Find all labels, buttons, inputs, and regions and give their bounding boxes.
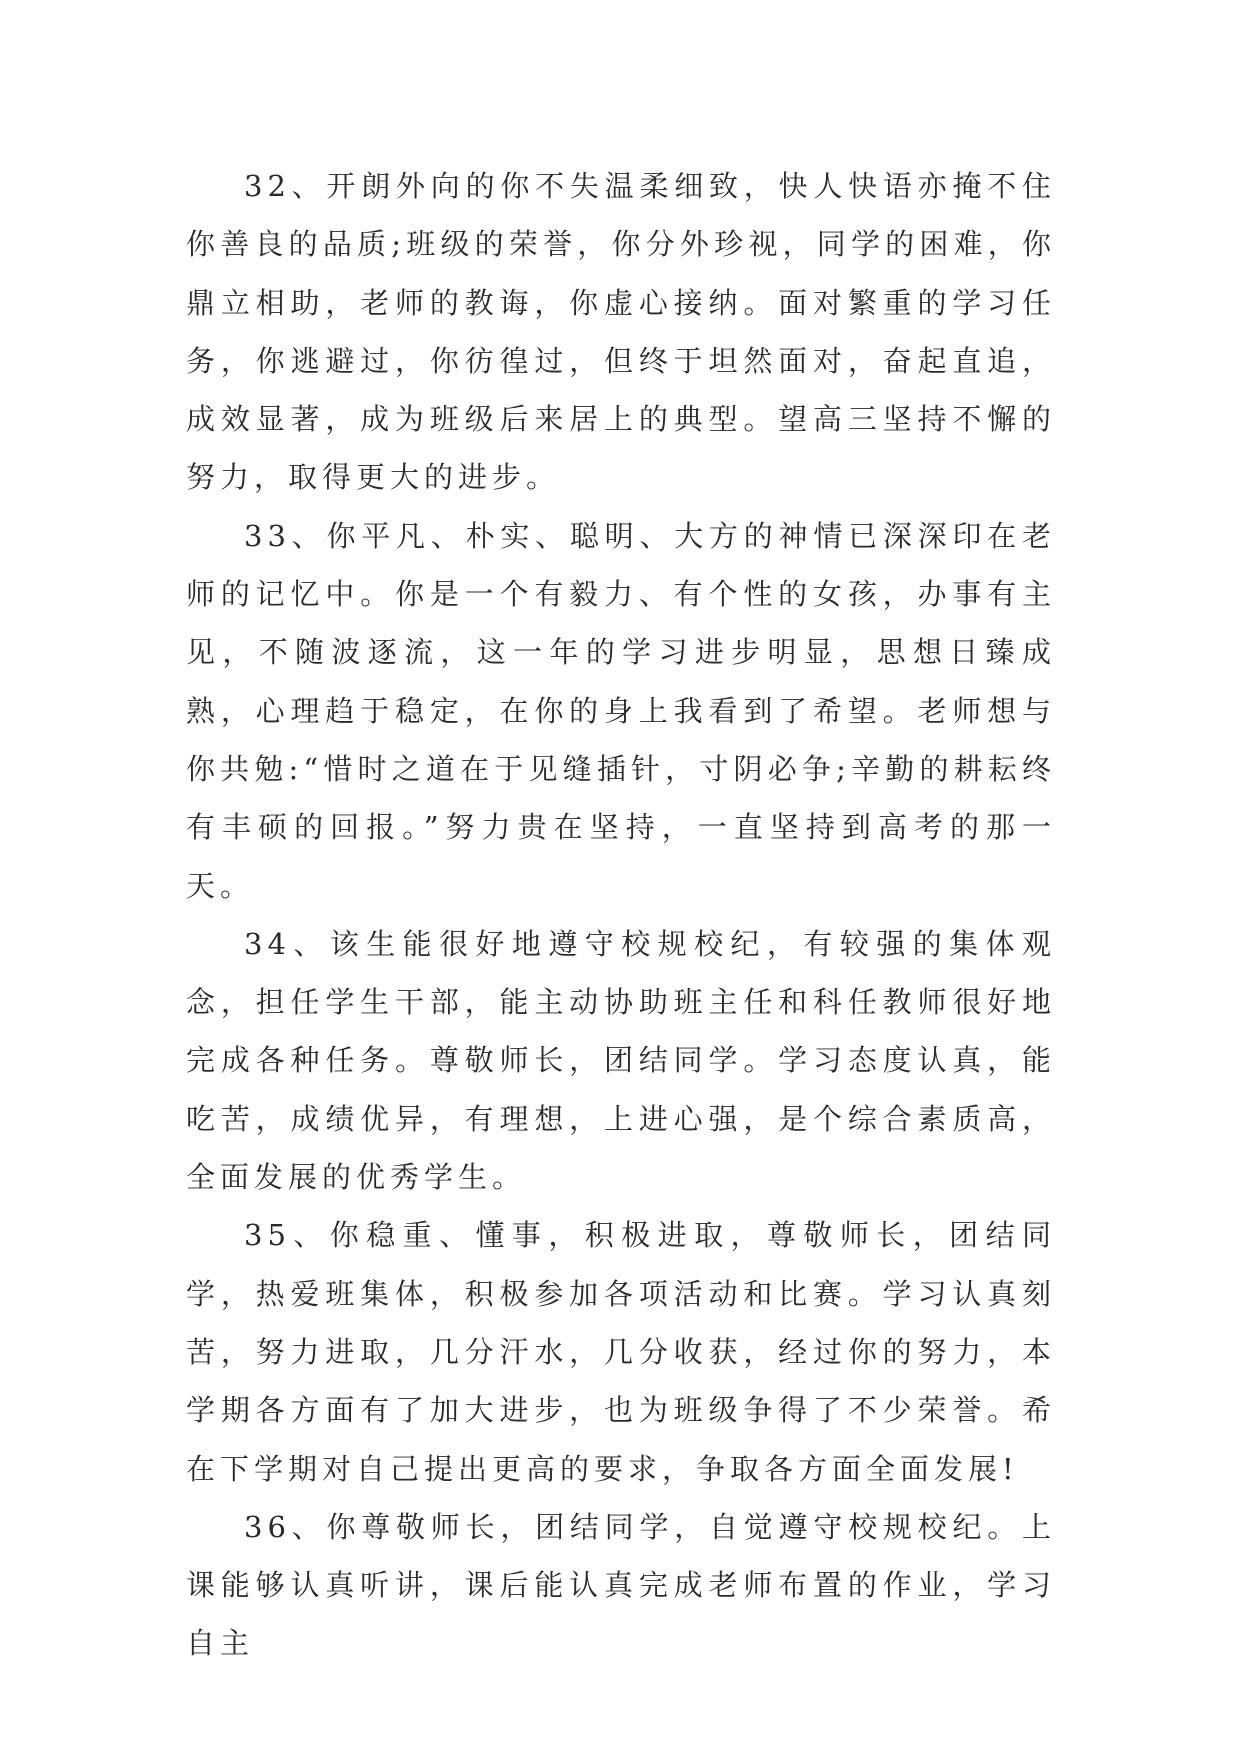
comment-paragraph-34: 34、该生能很好地遵守校规校纪，有较强的集体观念，担任学生干部，能主动协助班主任和科任教师很好地完成各种任务。尊敬师长，团结同学。学习态度认真，能吃苦，成绩优异，有理想，上进心强，是个综合素质高，全面发展的优秀学生。: [186, 926, 1056, 1195]
comment-paragraph-36: 36、你尊敬师长，团结同学，自觉遵守校规校纪。上课能够认真听讲，课后能认真完成老师布置的作业，学习自主: [186, 1509, 1056, 1661]
comment-paragraph-35: 35、你稳重、懂事，积极进取，尊敬师长，团结同学，热爱班集体，积极参加各项活动和比赛。学习认真刻苦，努力进取，几分汗水，几分收获，经过你的努力，本学期各方面有了加大进步，也为班级争得了不少荣誉。希在下学期对自己提出更高的要求，争取各方面全面发展!: [186, 1218, 1056, 1486]
comment-paragraph-33: 33、你平凡、朴实、聪明、大方的神情已深深印在老师的记忆中。你是一个有毅力、有个性的女孩，办事有主见，不随波逐流，这一年的学习进步明显，思想日臻成熟，心理趋于稳定，在你的身上我看到了希望。老师想与你共勉:“惜时之道在于见缝插针，寸阴必争;辛勤的耕耘终有丰硕的回报。”努力贵在坚持，一直坚持到高考的那一天。: [186, 518, 1056, 903]
document-body: [186, 157, 1056, 1673]
comment-paragraph-32: 32、开朗外向的你不失温柔细致，快人快语亦掩不住你善良的品质;班级的荣誉，你分外珍视，同学的困难，你鼎立相助，老师的教诲，你虚心接纳。面对繁重的学习任务，你逃避过，你彷徨过，但终于坦然面对，奋起直追，成效显著，成为班级后来居上的典型。望高三坚持不懈的努力，取得更大的进步。: [186, 169, 1056, 495]
